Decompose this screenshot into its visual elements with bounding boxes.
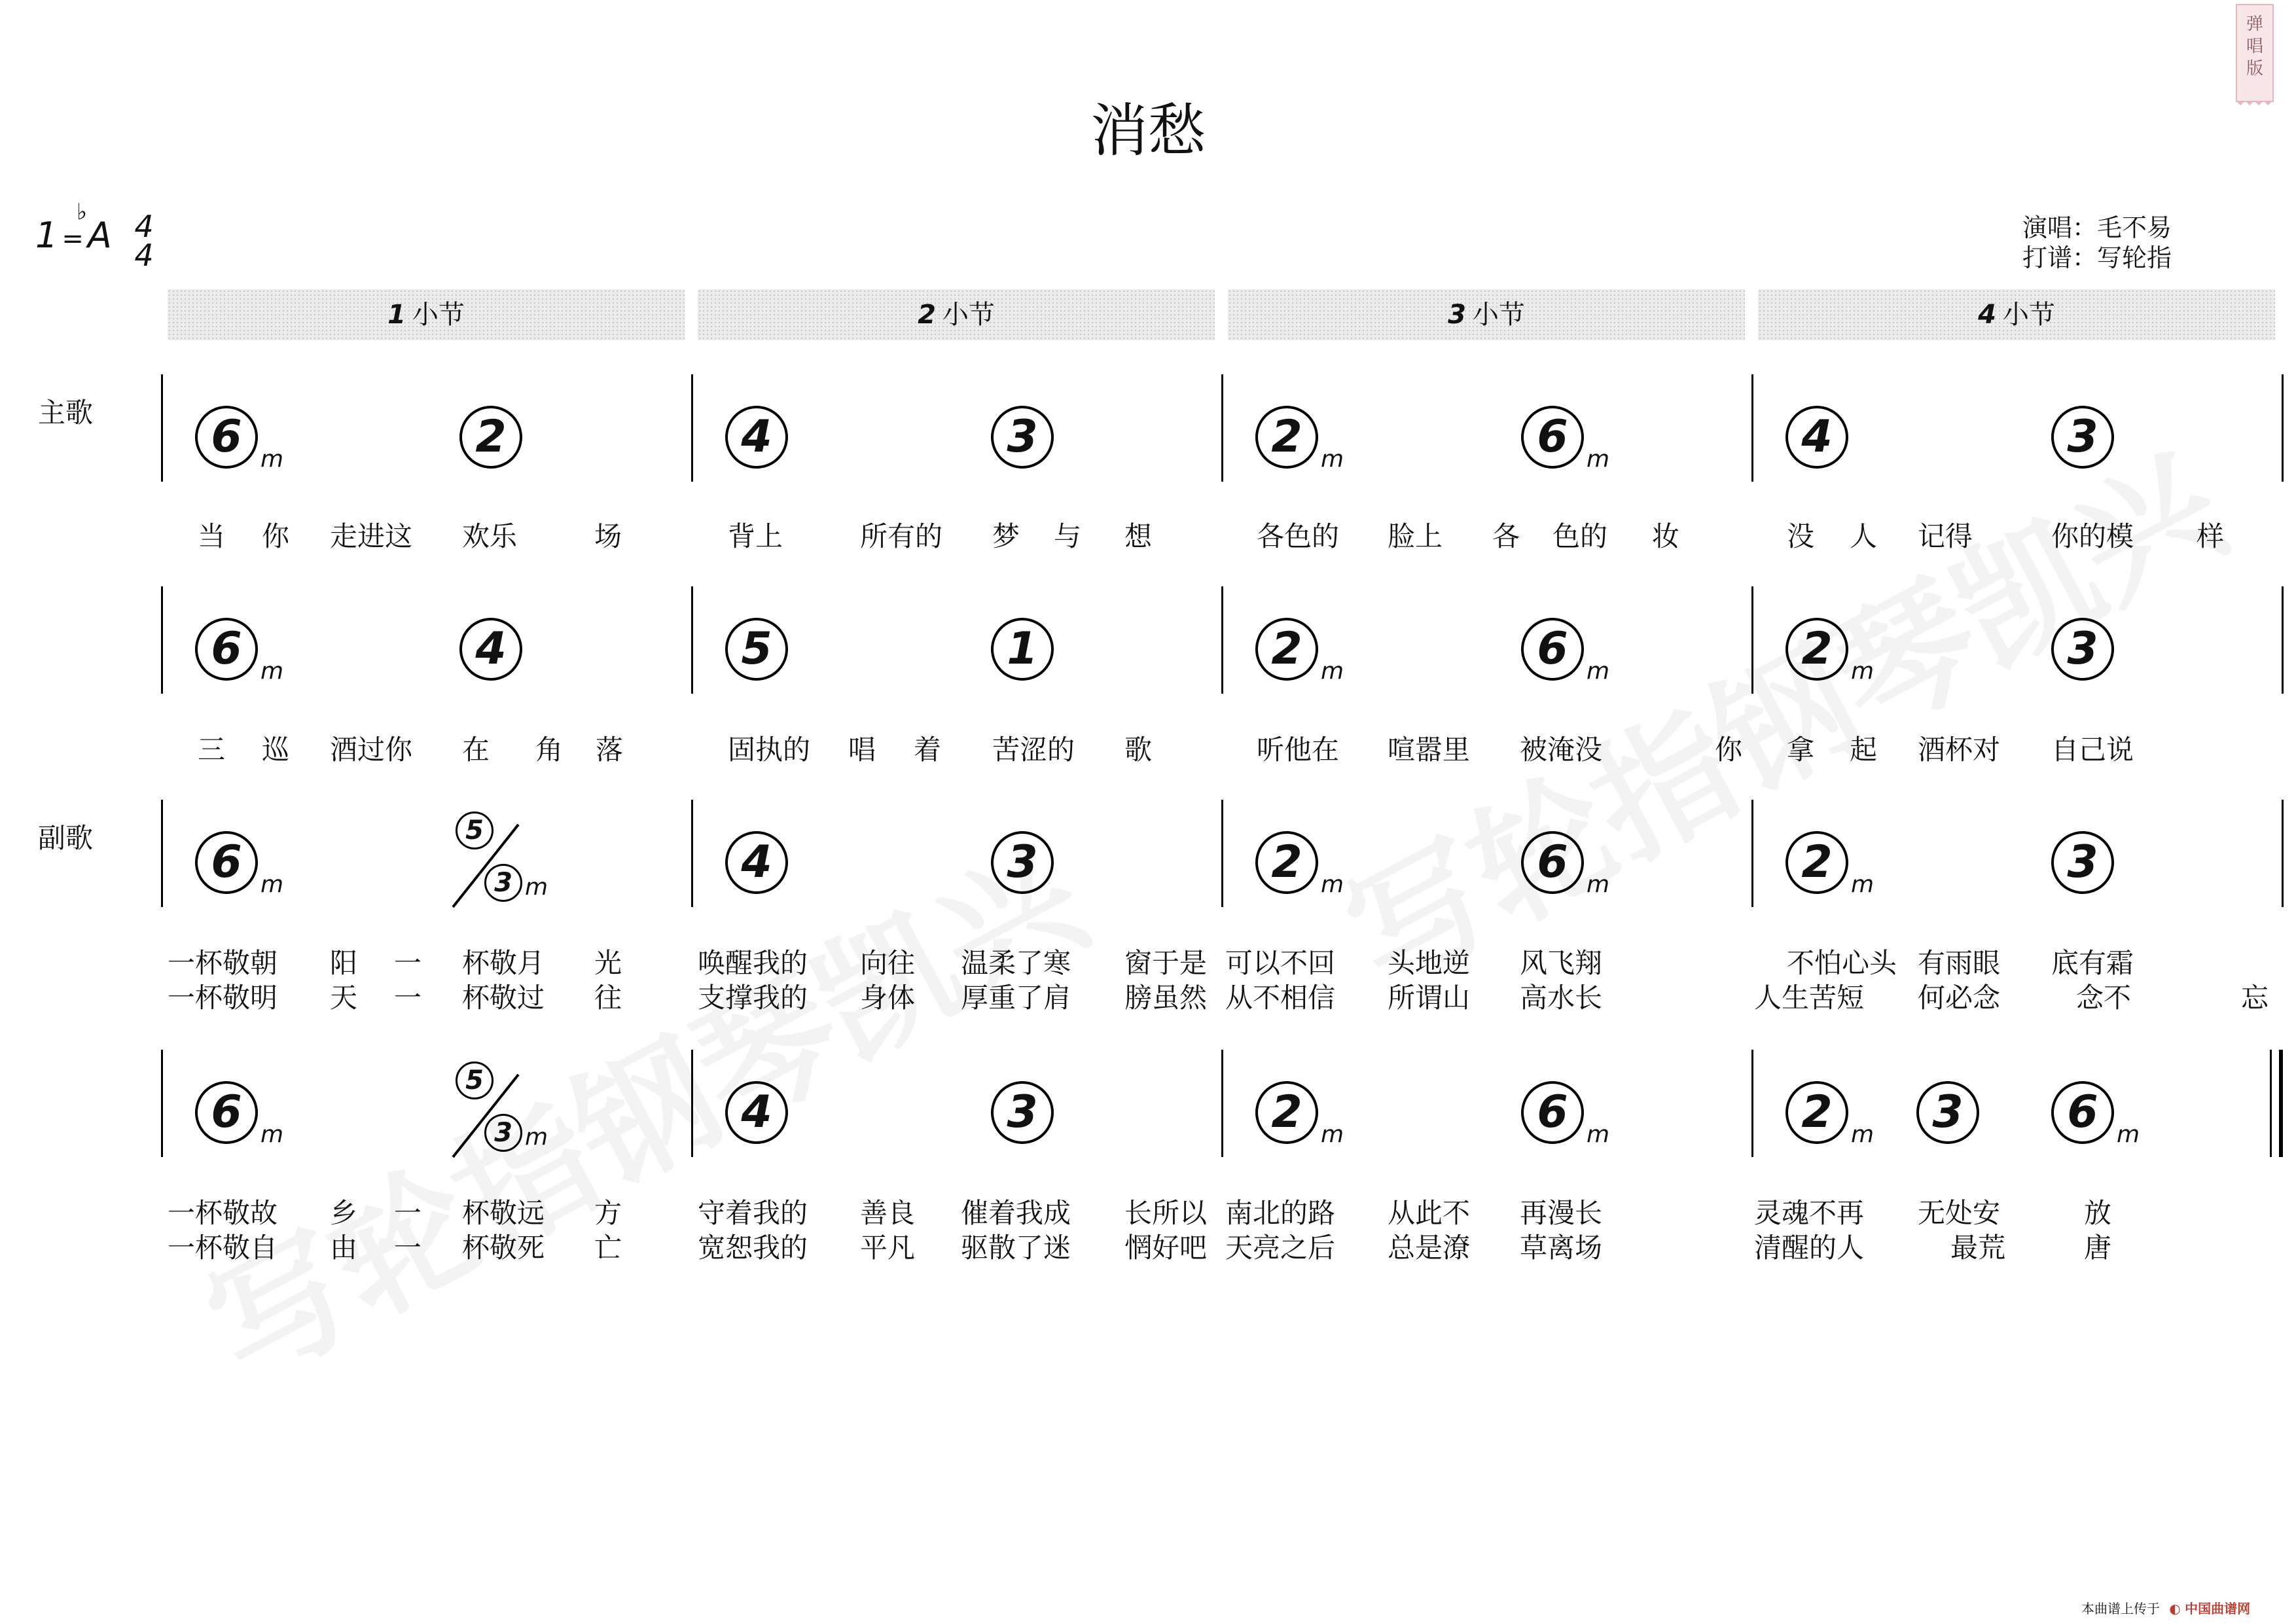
chord-degree: 3	[2051, 406, 2114, 469]
bar-line	[161, 586, 163, 694]
lyric-word: 巡	[262, 734, 290, 766]
lyric-word: 不怕心头	[1787, 947, 1897, 979]
bar-line	[1751, 800, 1753, 907]
version-tag	[2236, 4, 2274, 102]
footer-brand: 中国曲谱网	[2185, 1601, 2251, 1616]
minor-mark: m	[260, 871, 284, 898]
chord-degree: 3	[991, 1081, 1054, 1144]
section-chorus: 副歌	[38, 822, 94, 854]
chord-degree: 2	[1255, 618, 1318, 681]
minor-mark: m	[525, 1124, 548, 1150]
lyric-word: 清醒的人	[1754, 1232, 1865, 1264]
lyric-word: 角	[535, 734, 564, 766]
lyric-word: 灵魂不再	[1754, 1197, 1865, 1229]
measure-header-3	[1228, 289, 1745, 340]
bar-line	[1751, 374, 1753, 482]
slash-chord-top: 5	[456, 1061, 493, 1099]
measure-number: 3	[1448, 300, 1466, 330]
lyric-word: 忘	[2241, 982, 2269, 1014]
lyric-word: 高水长	[1520, 982, 1603, 1014]
brand-logo-icon: ◐	[2169, 1601, 2181, 1616]
chord-degree: 4	[725, 406, 788, 469]
singer-credit: 演唱：毛不易	[2022, 213, 2172, 242]
bar-line	[691, 1050, 693, 1157]
measure-header-4	[1758, 289, 2275, 340]
lyric-word: 可以不回	[1225, 947, 1336, 979]
transcriber-credit: 打谱：写轮指	[2022, 243, 2172, 272]
lyric-word: 身体	[860, 982, 916, 1014]
lyric-word: 厚重了肩	[961, 982, 1071, 1014]
chord-degree: 6	[1521, 1081, 1584, 1144]
minor-mark: m	[1851, 1121, 1874, 1148]
chord-degree: 2	[1255, 406, 1318, 469]
lyric-word: 杯敬过	[462, 982, 545, 1014]
chord-degree: 4	[725, 831, 788, 894]
key-signature	[35, 216, 112, 259]
lyric-word: 一	[394, 1197, 422, 1229]
tag-edge	[2236, 101, 2274, 110]
chord-degree: 6	[2051, 1081, 2114, 1144]
bar-line	[1221, 586, 1223, 694]
tag-char: 弹	[2246, 14, 2263, 34]
key-note: A	[87, 215, 112, 256]
chord-degree: 6	[195, 831, 258, 894]
chord-degree: 5	[725, 618, 788, 681]
watermark	[170, 792, 1113, 1418]
song-title: 消愁	[1090, 97, 1206, 164]
lyric-word: 平凡	[860, 1232, 916, 1264]
chord-degree: 6	[195, 406, 258, 469]
bar-line	[1751, 1050, 1753, 1157]
chord-degree: 2	[1255, 831, 1318, 894]
lyric-word: 阳	[330, 947, 358, 979]
flat-sign: ♭	[77, 199, 88, 225]
lyric-word: 喧嚣里	[1388, 734, 1471, 766]
minor-mark: m	[1587, 1121, 1610, 1148]
lyric-word: 人	[1850, 520, 1878, 552]
slash-chord-top: 5	[456, 812, 493, 849]
chord-degree: 6	[1521, 831, 1584, 894]
lyric-word: 唤醒我的	[698, 947, 808, 979]
lyric-word: 惘好吧	[1124, 1232, 1208, 1264]
slash-chord	[449, 812, 548, 910]
key-equals: =	[62, 224, 84, 254]
lyric-word: 所有的	[860, 520, 943, 552]
lyric-word: 所谓山	[1388, 982, 1471, 1014]
lyric-word: 有雨眼	[1918, 947, 2001, 979]
lyric-word: 亡	[594, 1232, 622, 1264]
measure-label: 小节	[2002, 300, 2055, 330]
lyric-word: 当	[198, 520, 226, 552]
lyric-word: 歌	[1124, 734, 1153, 766]
bar-line	[2282, 586, 2284, 694]
lyric-word: 方	[594, 1197, 622, 1229]
bar-line	[2282, 374, 2284, 482]
lyric-word: 一	[394, 982, 422, 1014]
bar-line	[1751, 586, 1753, 694]
lyric-word: 起	[1850, 734, 1878, 766]
chord-degree: 2	[1785, 831, 1848, 894]
key-one: 1	[35, 215, 58, 256]
lyric-word: 你	[262, 520, 290, 552]
lyric-word: 唱	[848, 734, 876, 766]
lyric-word: 色的	[1552, 520, 1608, 552]
measure-header-1	[168, 289, 685, 340]
lyric-word: 被淹没	[1520, 734, 1603, 766]
lyric-word: 风飞翔	[1520, 947, 1603, 979]
section-verse: 主歌	[38, 397, 94, 429]
measure-label: 小节	[1472, 300, 1525, 330]
lyric-word: 守着我的	[698, 1197, 808, 1229]
chord-degree: 6	[1521, 406, 1584, 469]
lyric-word: 一杯敬故	[168, 1197, 278, 1229]
minor-mark: m	[1321, 1121, 1344, 1148]
lyric-word: 背上	[728, 520, 783, 552]
lyric-word: 走进这	[330, 520, 413, 552]
lyric-word: 想	[1124, 520, 1153, 552]
minor-mark: m	[1851, 871, 1874, 898]
chord-degree: 3	[991, 406, 1054, 469]
lyric-word: 乡	[330, 1197, 358, 1229]
minor-mark: m	[260, 446, 284, 473]
lyric-word: 杯敬月	[462, 947, 545, 979]
bar-line	[691, 374, 693, 482]
lyric-word: 草离场	[1520, 1232, 1603, 1264]
minor-mark: m	[525, 874, 548, 901]
lyric-word: 支撑我的	[698, 982, 808, 1014]
lyric-word: 天亮之后	[1225, 1232, 1336, 1264]
lyric-word: 与	[1054, 520, 1082, 552]
lyric-word: 杯敬死	[462, 1232, 545, 1264]
bar-line	[1221, 374, 1223, 482]
chord-degree: 3	[2051, 618, 2114, 681]
tag-char: 唱	[2246, 37, 2263, 56]
lyric-word: 脸上	[1388, 520, 1443, 552]
minor-mark: m	[1321, 871, 1344, 898]
lyric-word: 长所以	[1124, 1197, 1208, 1229]
time-sig-bottom: 4	[134, 238, 154, 273]
lyric-word: 宽恕我的	[698, 1232, 808, 1264]
lyric-word: 最荒	[1950, 1232, 2006, 1264]
lyric-word: 窗于是	[1124, 947, 1208, 979]
lyric-word: 一	[394, 1232, 422, 1264]
lyric-word: 落	[596, 734, 624, 766]
minor-mark: m	[1321, 446, 1344, 473]
lyric-word: 放	[2084, 1197, 2112, 1229]
chord-degree: 2	[1785, 618, 1848, 681]
chord-degree: 4	[1785, 406, 1848, 469]
lyric-word: 底有霜	[2051, 947, 2134, 979]
measure-number: 4	[1978, 300, 1996, 330]
watermark	[1309, 399, 2251, 1026]
minor-mark: m	[1587, 871, 1610, 898]
lyric-word: 记得	[1918, 520, 1973, 552]
lyric-word: 着	[914, 734, 942, 766]
lyric-word: 由	[330, 1232, 358, 1264]
minor-mark: m	[1851, 658, 1874, 685]
time-signature	[131, 209, 157, 273]
chord-degree: 2	[459, 406, 522, 469]
lyric-word: 一杯敬自	[168, 1232, 278, 1264]
measure-label: 小节	[942, 300, 995, 330]
lyric-word: 一杯敬明	[168, 982, 278, 1014]
bar-line	[161, 800, 163, 907]
lyric-word: 各色的	[1257, 520, 1340, 552]
lyric-word: 向往	[860, 947, 916, 979]
lyric-word: 从此不	[1388, 1197, 1471, 1229]
lyric-word: 一杯敬朝	[168, 947, 278, 979]
time-sig-top: 4	[134, 209, 154, 244]
chord-degree: 6	[195, 618, 258, 681]
lyric-word: 自己说	[2051, 734, 2134, 766]
lyric-word: 固执的	[728, 734, 811, 766]
lyric-word: 善良	[860, 1197, 916, 1229]
lyric-word: 杯敬远	[462, 1197, 545, 1229]
chord-degree: 3	[2051, 831, 2114, 894]
lyric-word: 南北的路	[1225, 1197, 1336, 1229]
tag-char: 版	[2246, 59, 2263, 79]
lyric-word: 梦	[992, 520, 1020, 552]
lyric-word: 妆	[1652, 520, 1680, 552]
final-bar-thin	[2270, 1050, 2272, 1157]
lyric-word: 从不相信	[1225, 982, 1336, 1014]
minor-mark: m	[2117, 1121, 2140, 1148]
lyric-word: 往	[594, 982, 622, 1014]
final-bar-line	[2279, 1050, 2283, 1157]
bar-line	[691, 800, 693, 907]
measure-number: 2	[918, 300, 936, 330]
lyric-word: 听他在	[1257, 734, 1340, 766]
lyric-word: 何必念	[1918, 982, 2001, 1014]
lyric-word: 酒杯对	[1918, 734, 2001, 766]
lyric-word: 拿	[1787, 734, 1815, 766]
lyric-word: 场	[594, 520, 622, 552]
chord-degree: 4	[459, 618, 522, 681]
lyric-word: 头地逆	[1388, 947, 1471, 979]
chord-degree: 3	[1916, 1081, 1979, 1144]
lyric-word: 再漫长	[1520, 1197, 1603, 1229]
slash-chord-bottom: 3	[484, 864, 522, 902]
chord-degree: 3	[991, 831, 1054, 894]
measure-header-2	[698, 289, 1215, 340]
bar-line	[1221, 1050, 1223, 1157]
lyric-word: 在	[462, 734, 490, 766]
minor-mark: m	[1321, 658, 1344, 685]
lyric-word: 酒过你	[330, 734, 413, 766]
lyric-word: 膀虽然	[1124, 982, 1208, 1014]
lyric-word: 唐	[2084, 1232, 2112, 1264]
lyric-word: 你的模	[2051, 520, 2134, 552]
lyric-word: 驱散了迷	[961, 1232, 1071, 1264]
lyric-word: 样	[2197, 520, 2225, 552]
lyric-word: 欢乐	[462, 520, 518, 552]
measure-label: 小节	[412, 300, 465, 330]
minor-mark: m	[1587, 658, 1610, 685]
minor-mark: m	[1587, 446, 1610, 473]
minor-mark: m	[260, 1121, 284, 1148]
lyric-word: 人生苦短	[1754, 982, 1865, 1014]
lyric-word: 催着我成	[961, 1197, 1071, 1229]
bar-line	[1221, 800, 1223, 907]
lyric-word: 无处安	[1918, 1197, 2001, 1229]
lyric-word: 三	[198, 734, 226, 766]
lyric-word: 念不	[2076, 982, 2132, 1014]
lyric-word: 苦涩的	[992, 734, 1075, 766]
lyric-word: 没	[1787, 520, 1815, 552]
bar-line	[2282, 800, 2284, 907]
lyric-word: 一	[394, 947, 422, 979]
footer	[2081, 1601, 2250, 1616]
chord-degree: 2	[1785, 1081, 1848, 1144]
lyric-word: 温柔了寒	[961, 947, 1071, 979]
bar-line	[161, 1050, 163, 1157]
bar-line	[691, 586, 693, 694]
lyric-word: 你	[1715, 734, 1743, 766]
chord-degree: 2	[1255, 1081, 1318, 1144]
measure-number: 1	[387, 300, 406, 330]
lyric-word: 光	[594, 947, 622, 979]
bar-line	[161, 374, 163, 482]
footer-text: 本曲谱上传于	[2081, 1601, 2160, 1616]
lyric-word: 天	[330, 982, 358, 1014]
chord-degree: 1	[991, 618, 1054, 681]
slash-chord-bottom: 3	[484, 1114, 522, 1152]
chord-degree: 4	[725, 1081, 788, 1144]
minor-mark: m	[260, 658, 284, 685]
lyric-word: 总是潦	[1388, 1232, 1471, 1264]
chord-degree: 6	[1521, 618, 1584, 681]
lyric-word: 各	[1492, 520, 1520, 552]
chord-degree: 6	[195, 1081, 258, 1144]
slash-chord	[449, 1061, 548, 1160]
